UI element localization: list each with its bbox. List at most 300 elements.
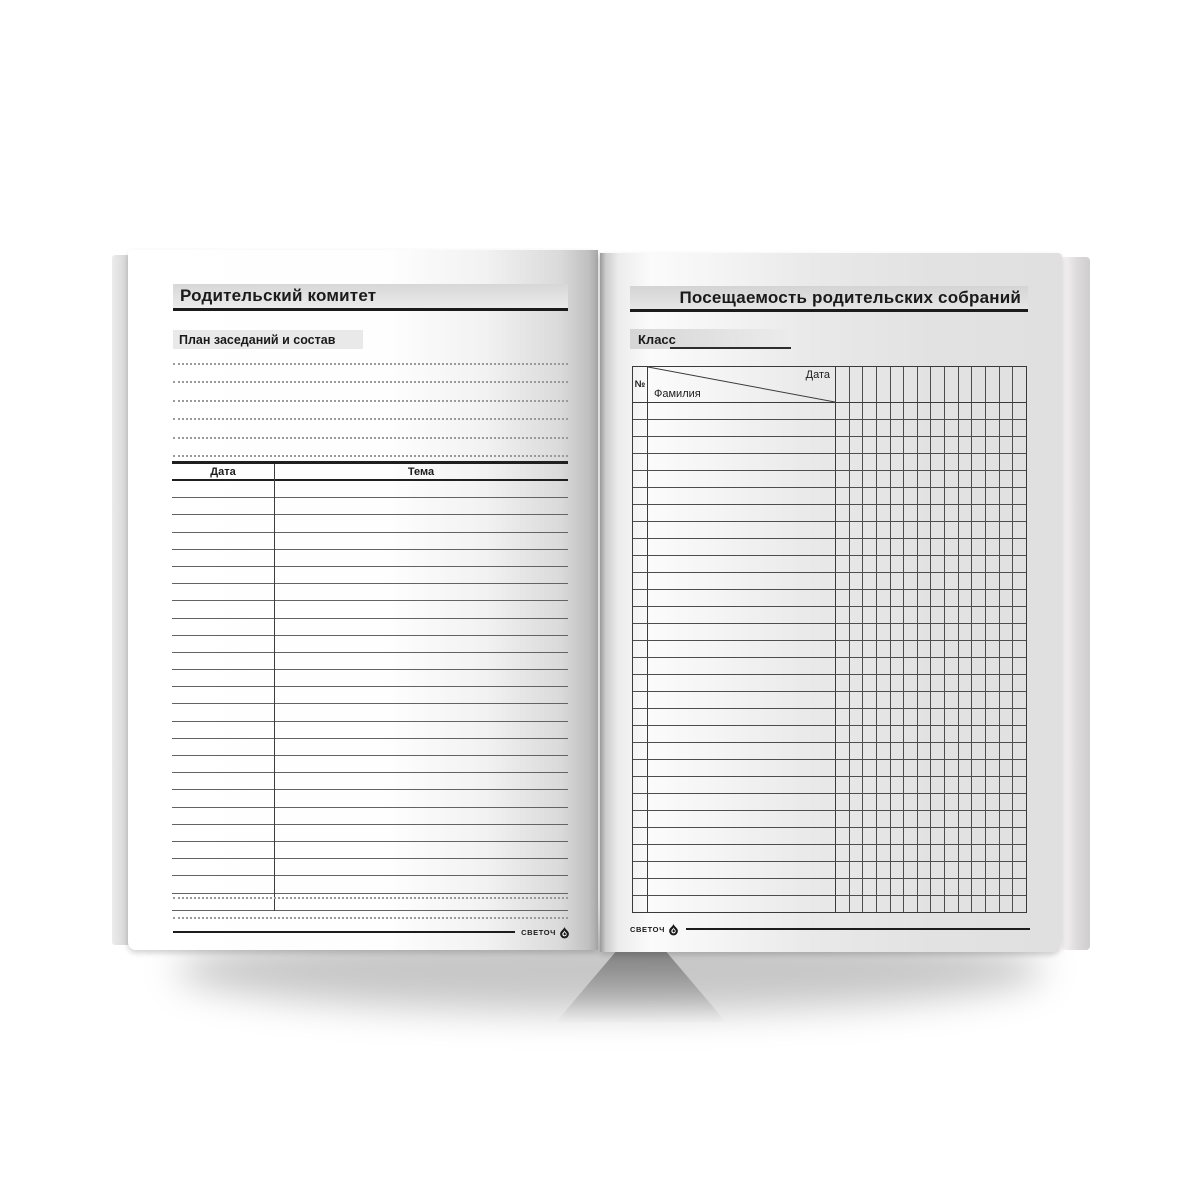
attendance-mark-cell — [891, 624, 905, 640]
attendance-mark-cell — [931, 522, 945, 538]
attendance-mark-cell — [918, 607, 932, 623]
attendance-mark-cell — [986, 828, 1000, 844]
row-number-cell — [633, 709, 648, 725]
attendance-mark-cell — [877, 794, 891, 810]
attendance-mark-cell — [877, 505, 891, 521]
attendance-row — [633, 743, 1026, 760]
attendance-mark-cell — [959, 590, 973, 606]
class-label-bar — [630, 329, 793, 349]
attendance-mark-cell — [972, 896, 986, 912]
attendance-mark-cell — [850, 539, 864, 555]
attendance-mark-cell — [1013, 692, 1026, 708]
surname-cell — [648, 573, 836, 589]
attendance-mark-cell — [850, 624, 864, 640]
attendance-mark-cell — [850, 522, 864, 538]
attendance-mark-cell — [959, 403, 973, 419]
attendance-mark-cell — [945, 743, 959, 759]
attendance-mark-cell — [863, 879, 877, 895]
attendance-mark-cell — [1000, 879, 1014, 895]
attendance-mark-cell — [1013, 522, 1026, 538]
row-number-cell — [633, 845, 648, 861]
attendance-mark-cell — [863, 505, 877, 521]
attendance-mark-cell — [904, 896, 918, 912]
dotted-writing-line — [173, 878, 568, 899]
table-row — [172, 601, 568, 618]
attendance-mark-cell — [945, 573, 959, 589]
attendance-row — [633, 420, 1026, 437]
attendance-mark-cell — [863, 454, 877, 470]
attendance-mark-cell — [1000, 692, 1014, 708]
attendance-mark-cell — [836, 505, 850, 521]
attendance-mark-cell — [945, 624, 959, 640]
attendance-mark-cell — [972, 437, 986, 453]
row-number-cell — [633, 590, 648, 606]
footer-rule-line — [173, 931, 515, 933]
date-header-cell — [986, 367, 1000, 402]
attendance-mark-cell — [836, 675, 850, 691]
attendance-mark-cell — [931, 590, 945, 606]
attendance-mark-cell — [1000, 743, 1014, 759]
date-header-cell — [904, 367, 918, 402]
attendance-mark-cell — [836, 624, 850, 640]
attendance-row — [633, 522, 1026, 539]
attendance-mark-cell — [945, 658, 959, 674]
attendance-mark-cell — [972, 641, 986, 657]
date-header-cell — [877, 367, 891, 402]
attendance-mark-cell — [904, 828, 918, 844]
attendance-mark-cell — [986, 862, 1000, 878]
attendance-mark-cell — [863, 675, 877, 691]
attendance-mark-cell — [1000, 794, 1014, 810]
attendance-mark-cell — [877, 522, 891, 538]
attendance-mark-cell — [863, 624, 877, 640]
attendance-mark-cell — [945, 675, 959, 691]
attendance-mark-cell — [836, 709, 850, 725]
attendance-mark-cell — [904, 471, 918, 487]
attendance-mark-cell — [918, 675, 932, 691]
table-row — [172, 739, 568, 756]
attendance-mark-cell — [863, 556, 877, 572]
attendance-mark-cell — [931, 896, 945, 912]
date-header-cell — [1013, 367, 1026, 402]
attendance-mark-cell — [918, 794, 932, 810]
attendance-mark-cell — [931, 777, 945, 793]
dotted-writing-line — [173, 402, 568, 421]
attendance-mark-cell — [918, 488, 932, 504]
attendance-mark-cell — [904, 505, 918, 521]
surname-cell — [648, 607, 836, 623]
table-row — [172, 550, 568, 567]
table-row — [172, 636, 568, 653]
footer-rule-line — [686, 928, 1030, 930]
attendance-row — [633, 505, 1026, 522]
attendance-mark-cell — [891, 454, 905, 470]
attendance-mark-cell — [945, 505, 959, 521]
table-row — [172, 842, 568, 859]
attendance-mark-cell — [972, 590, 986, 606]
attendance-mark-cell — [972, 828, 986, 844]
attendance-mark-cell — [863, 726, 877, 742]
attendance-mark-cell — [1013, 777, 1026, 793]
attendance-mark-cell — [850, 420, 864, 436]
attendance-mark-cell — [931, 607, 945, 623]
attendance-mark-cell — [972, 845, 986, 861]
attendance-row — [633, 624, 1026, 641]
attendance-mark-cell — [891, 862, 905, 878]
surname-cell — [648, 862, 836, 878]
surname-cell — [648, 590, 836, 606]
attendance-mark-cell — [904, 777, 918, 793]
attendance-mark-cell — [863, 590, 877, 606]
attendance-row — [633, 573, 1026, 590]
attendance-mark-cell — [931, 454, 945, 470]
attendance-mark-cell — [836, 454, 850, 470]
attendance-mark-cell — [945, 607, 959, 623]
attendance-mark-cell — [836, 607, 850, 623]
attendance-mark-cell — [891, 726, 905, 742]
table-row — [172, 670, 568, 687]
attendance-row — [633, 471, 1026, 488]
attendance-mark-cell — [931, 862, 945, 878]
attendance-mark-cell — [891, 811, 905, 827]
attendance-mark-cell — [836, 777, 850, 793]
date-header-cell — [836, 367, 850, 402]
attendance-mark-cell — [891, 794, 905, 810]
surname-date-header-cell — [648, 367, 836, 402]
attendance-mark-cell — [972, 454, 986, 470]
attendance-row — [633, 607, 1026, 624]
attendance-mark-cell — [986, 692, 1000, 708]
attendance-mark-cell — [959, 777, 973, 793]
attendance-mark-cell — [904, 709, 918, 725]
attendance-mark-cell — [1000, 437, 1014, 453]
attendance-mark-cell — [959, 692, 973, 708]
attendance-mark-cell — [877, 607, 891, 623]
attendance-mark-cell — [1000, 607, 1014, 623]
surname-cell — [648, 658, 836, 674]
attendance-mark-cell — [836, 879, 850, 895]
attendance-mark-cell — [918, 471, 932, 487]
attendance-row — [633, 692, 1026, 709]
surname-cell — [648, 624, 836, 640]
attendance-mark-cell — [863, 760, 877, 776]
attendance-mark-cell — [931, 624, 945, 640]
attendance-mark-cell — [891, 845, 905, 861]
attendance-mark-cell — [972, 692, 986, 708]
attendance-mark-cell — [850, 862, 864, 878]
dotted-writing-line — [173, 899, 568, 920]
attendance-mark-cell — [877, 590, 891, 606]
row-number-cell — [633, 658, 648, 674]
attendance-mark-cell — [836, 539, 850, 555]
attendance-mark-cell — [959, 607, 973, 623]
attendance-mark-cell — [836, 726, 850, 742]
table-row — [172, 859, 568, 876]
attendance-mark-cell — [836, 522, 850, 538]
attendance-mark-cell — [904, 862, 918, 878]
attendance-mark-cell — [877, 437, 891, 453]
attendance-mark-cell — [972, 777, 986, 793]
attendance-mark-cell — [836, 811, 850, 827]
attendance-mark-cell — [836, 845, 850, 861]
attendance-row — [633, 811, 1026, 828]
attendance-mark-cell — [986, 658, 1000, 674]
attendance-mark-cell — [986, 522, 1000, 538]
surname-cell — [648, 811, 836, 827]
surname-cell — [648, 488, 836, 504]
attendance-mark-cell — [972, 505, 986, 521]
attendance-mark-cell — [1013, 505, 1026, 521]
attendance-mark-cell — [904, 573, 918, 589]
attendance-mark-cell — [836, 437, 850, 453]
attendance-mark-cell — [877, 556, 891, 572]
attendance-mark-cell — [877, 811, 891, 827]
attendance-mark-cell — [891, 590, 905, 606]
surname-cell — [648, 437, 836, 453]
row-number-cell — [633, 454, 648, 470]
attendance-mark-cell — [891, 692, 905, 708]
attendance-mark-cell — [972, 743, 986, 759]
surname-cell — [648, 522, 836, 538]
date-header-cell — [959, 367, 973, 402]
attendance-mark-cell — [945, 437, 959, 453]
attendance-mark-cell — [863, 539, 877, 555]
attendance-mark-cell — [1013, 454, 1026, 470]
attendance-mark-cell — [904, 590, 918, 606]
attendance-row — [633, 641, 1026, 658]
row-number-cell — [633, 862, 648, 878]
attendance-mark-cell — [945, 692, 959, 708]
attendance-mark-cell — [904, 692, 918, 708]
row-number-cell — [633, 539, 648, 555]
attendance-mark-cell — [959, 794, 973, 810]
row-number-cell — [633, 471, 648, 487]
attendance-mark-cell — [863, 471, 877, 487]
surname-cell — [648, 454, 836, 470]
attendance-mark-cell — [891, 488, 905, 504]
left-page-footer — [173, 926, 570, 938]
column-header-date: Дата — [210, 465, 236, 478]
attendance-mark-cell — [986, 607, 1000, 623]
attendance-row — [633, 794, 1026, 811]
attendance-mark-cell — [959, 471, 973, 487]
attendance-mark-cell — [1000, 471, 1014, 487]
attendance-mark-cell — [1013, 879, 1026, 895]
attendance-mark-cell — [877, 777, 891, 793]
attendance-mark-cell — [836, 488, 850, 504]
attendance-mark-cell — [891, 879, 905, 895]
attendance-mark-cell — [877, 828, 891, 844]
attendance-mark-cell — [918, 743, 932, 759]
attendance-mark-cell — [850, 879, 864, 895]
table-row — [172, 584, 568, 601]
attendance-mark-cell — [836, 862, 850, 878]
row-number-cell — [633, 556, 648, 572]
attendance-mark-cell — [1013, 743, 1026, 759]
attendance-mark-cell — [1000, 556, 1014, 572]
attendance-mark-cell — [891, 556, 905, 572]
surname-cell — [648, 828, 836, 844]
attendance-mark-cell — [863, 437, 877, 453]
attendance-mark-cell — [1000, 709, 1014, 725]
row-number-cell — [633, 403, 648, 419]
attendance-mark-cell — [959, 641, 973, 657]
attendance-mark-cell — [877, 624, 891, 640]
attendance-mark-cell — [850, 437, 864, 453]
row-number-cell — [633, 743, 648, 759]
date-header-cell — [945, 367, 959, 402]
attendance-mark-cell — [945, 794, 959, 810]
attendance-mark-cell — [891, 777, 905, 793]
row-number-cell — [633, 879, 648, 895]
attendance-mark-cell — [863, 573, 877, 589]
attendance-mark-cell — [877, 743, 891, 759]
attendance-mark-cell — [904, 556, 918, 572]
attendance-mark-cell — [877, 454, 891, 470]
page-stack-right-edge — [1062, 257, 1090, 950]
attendance-mark-cell — [972, 726, 986, 742]
attendance-mark-cell — [959, 675, 973, 691]
attendance-row — [633, 658, 1026, 675]
brand-flame-icon — [559, 926, 570, 939]
attendance-mark-cell — [1000, 590, 1014, 606]
attendance-mark-cell — [850, 675, 864, 691]
attendance-mark-cell — [891, 709, 905, 725]
attendance-mark-cell — [850, 828, 864, 844]
attendance-mark-cell — [959, 760, 973, 776]
attendance-mark-cell — [959, 828, 973, 844]
meeting-plan-table-header — [172, 464, 568, 481]
table-row — [172, 773, 568, 790]
attendance-mark-cell — [986, 437, 1000, 453]
row-number-cell — [633, 811, 648, 827]
attendance-mark-cell — [959, 726, 973, 742]
attendance-mark-cell — [904, 403, 918, 419]
attendance-mark-cell — [891, 607, 905, 623]
attendance-mark-cell — [1000, 862, 1014, 878]
attendance-mark-cell — [1013, 794, 1026, 810]
attendance-mark-cell — [850, 777, 864, 793]
attendance-mark-cell — [945, 828, 959, 844]
attendance-mark-cell — [877, 471, 891, 487]
attendance-mark-cell — [904, 726, 918, 742]
attendance-mark-cell — [904, 658, 918, 674]
attendance-mark-cell — [972, 811, 986, 827]
attendance-mark-cell — [986, 403, 1000, 419]
date-header-cell — [863, 367, 877, 402]
attendance-mark-cell — [918, 879, 932, 895]
attendance-mark-cell — [850, 556, 864, 572]
attendance-mark-cell — [918, 454, 932, 470]
attendance-mark-cell — [850, 896, 864, 912]
attendance-mark-cell — [1000, 641, 1014, 657]
attendance-mark-cell — [972, 488, 986, 504]
attendance-mark-cell — [836, 743, 850, 759]
class-fill-in-line — [670, 347, 791, 349]
row-number-cell — [633, 641, 648, 657]
attendance-mark-cell — [945, 522, 959, 538]
attendance-mark-cell — [918, 590, 932, 606]
attendance-row — [633, 879, 1026, 896]
attendance-mark-cell — [972, 675, 986, 691]
row-number-cell — [633, 828, 648, 844]
attendance-mark-cell — [918, 556, 932, 572]
attendance-mark-cell — [959, 879, 973, 895]
attendance-row — [633, 828, 1026, 845]
attendance-mark-cell — [1013, 811, 1026, 827]
attendance-mark-cell — [931, 726, 945, 742]
attendance-mark-cell — [931, 675, 945, 691]
attendance-mark-cell — [850, 403, 864, 419]
table-row — [172, 790, 568, 807]
attendance-mark-cell — [918, 658, 932, 674]
attendance-mark-cell — [959, 522, 973, 538]
attendance-mark-cell — [877, 845, 891, 861]
attendance-mark-cell — [986, 624, 1000, 640]
attendance-mark-cell — [986, 879, 1000, 895]
row-number-cell — [633, 794, 648, 810]
attendance-mark-cell — [959, 420, 973, 436]
attendance-grid — [632, 366, 1027, 913]
row-number-cell — [633, 420, 648, 436]
row-number-cell — [633, 505, 648, 521]
attendance-mark-cell — [986, 454, 1000, 470]
attendance-mark-cell — [918, 811, 932, 827]
attendance-mark-cell — [972, 403, 986, 419]
attendance-mark-cell — [918, 896, 932, 912]
attendance-mark-cell — [1013, 862, 1026, 878]
notebook-right-page — [600, 253, 1062, 952]
attendance-mark-cell — [918, 862, 932, 878]
table-row — [172, 756, 568, 773]
attendance-mark-cell — [1000, 539, 1014, 555]
attendance-mark-cell — [891, 743, 905, 759]
attendance-mark-cell — [850, 794, 864, 810]
attendance-mark-cell — [945, 896, 959, 912]
attendance-mark-cell — [904, 743, 918, 759]
column-header-number: № — [633, 367, 648, 402]
attendance-mark-cell — [931, 403, 945, 419]
attendance-row — [633, 539, 1026, 556]
row-number-cell — [633, 726, 648, 742]
attendance-row — [633, 488, 1026, 505]
date-header-cell — [850, 367, 864, 402]
attendance-mark-cell — [945, 420, 959, 436]
left-page-subtitle: План заседаний и состав — [179, 332, 336, 347]
attendance-mark-cell — [1013, 726, 1026, 742]
attendance-mark-cell — [1013, 709, 1026, 725]
attendance-mark-cell — [877, 726, 891, 742]
attendance-mark-cell — [877, 539, 891, 555]
attendance-mark-cell — [891, 641, 905, 657]
attendance-mark-cell — [877, 573, 891, 589]
column-header-surname: Фамилия — [654, 388, 701, 400]
attendance-mark-cell — [972, 879, 986, 895]
attendance-mark-cell — [945, 454, 959, 470]
attendance-mark-cell — [986, 539, 1000, 555]
attendance-mark-cell — [904, 522, 918, 538]
table-row — [172, 808, 568, 825]
attendance-mark-cell — [863, 420, 877, 436]
attendance-mark-cell — [972, 522, 986, 538]
attendance-mark-cell — [891, 573, 905, 589]
attendance-mark-cell — [945, 488, 959, 504]
dotted-writing-line — [173, 439, 568, 458]
attendance-mark-cell — [836, 896, 850, 912]
surname-cell — [648, 420, 836, 436]
attendance-mark-cell — [904, 641, 918, 657]
attendance-mark-cell — [945, 811, 959, 827]
